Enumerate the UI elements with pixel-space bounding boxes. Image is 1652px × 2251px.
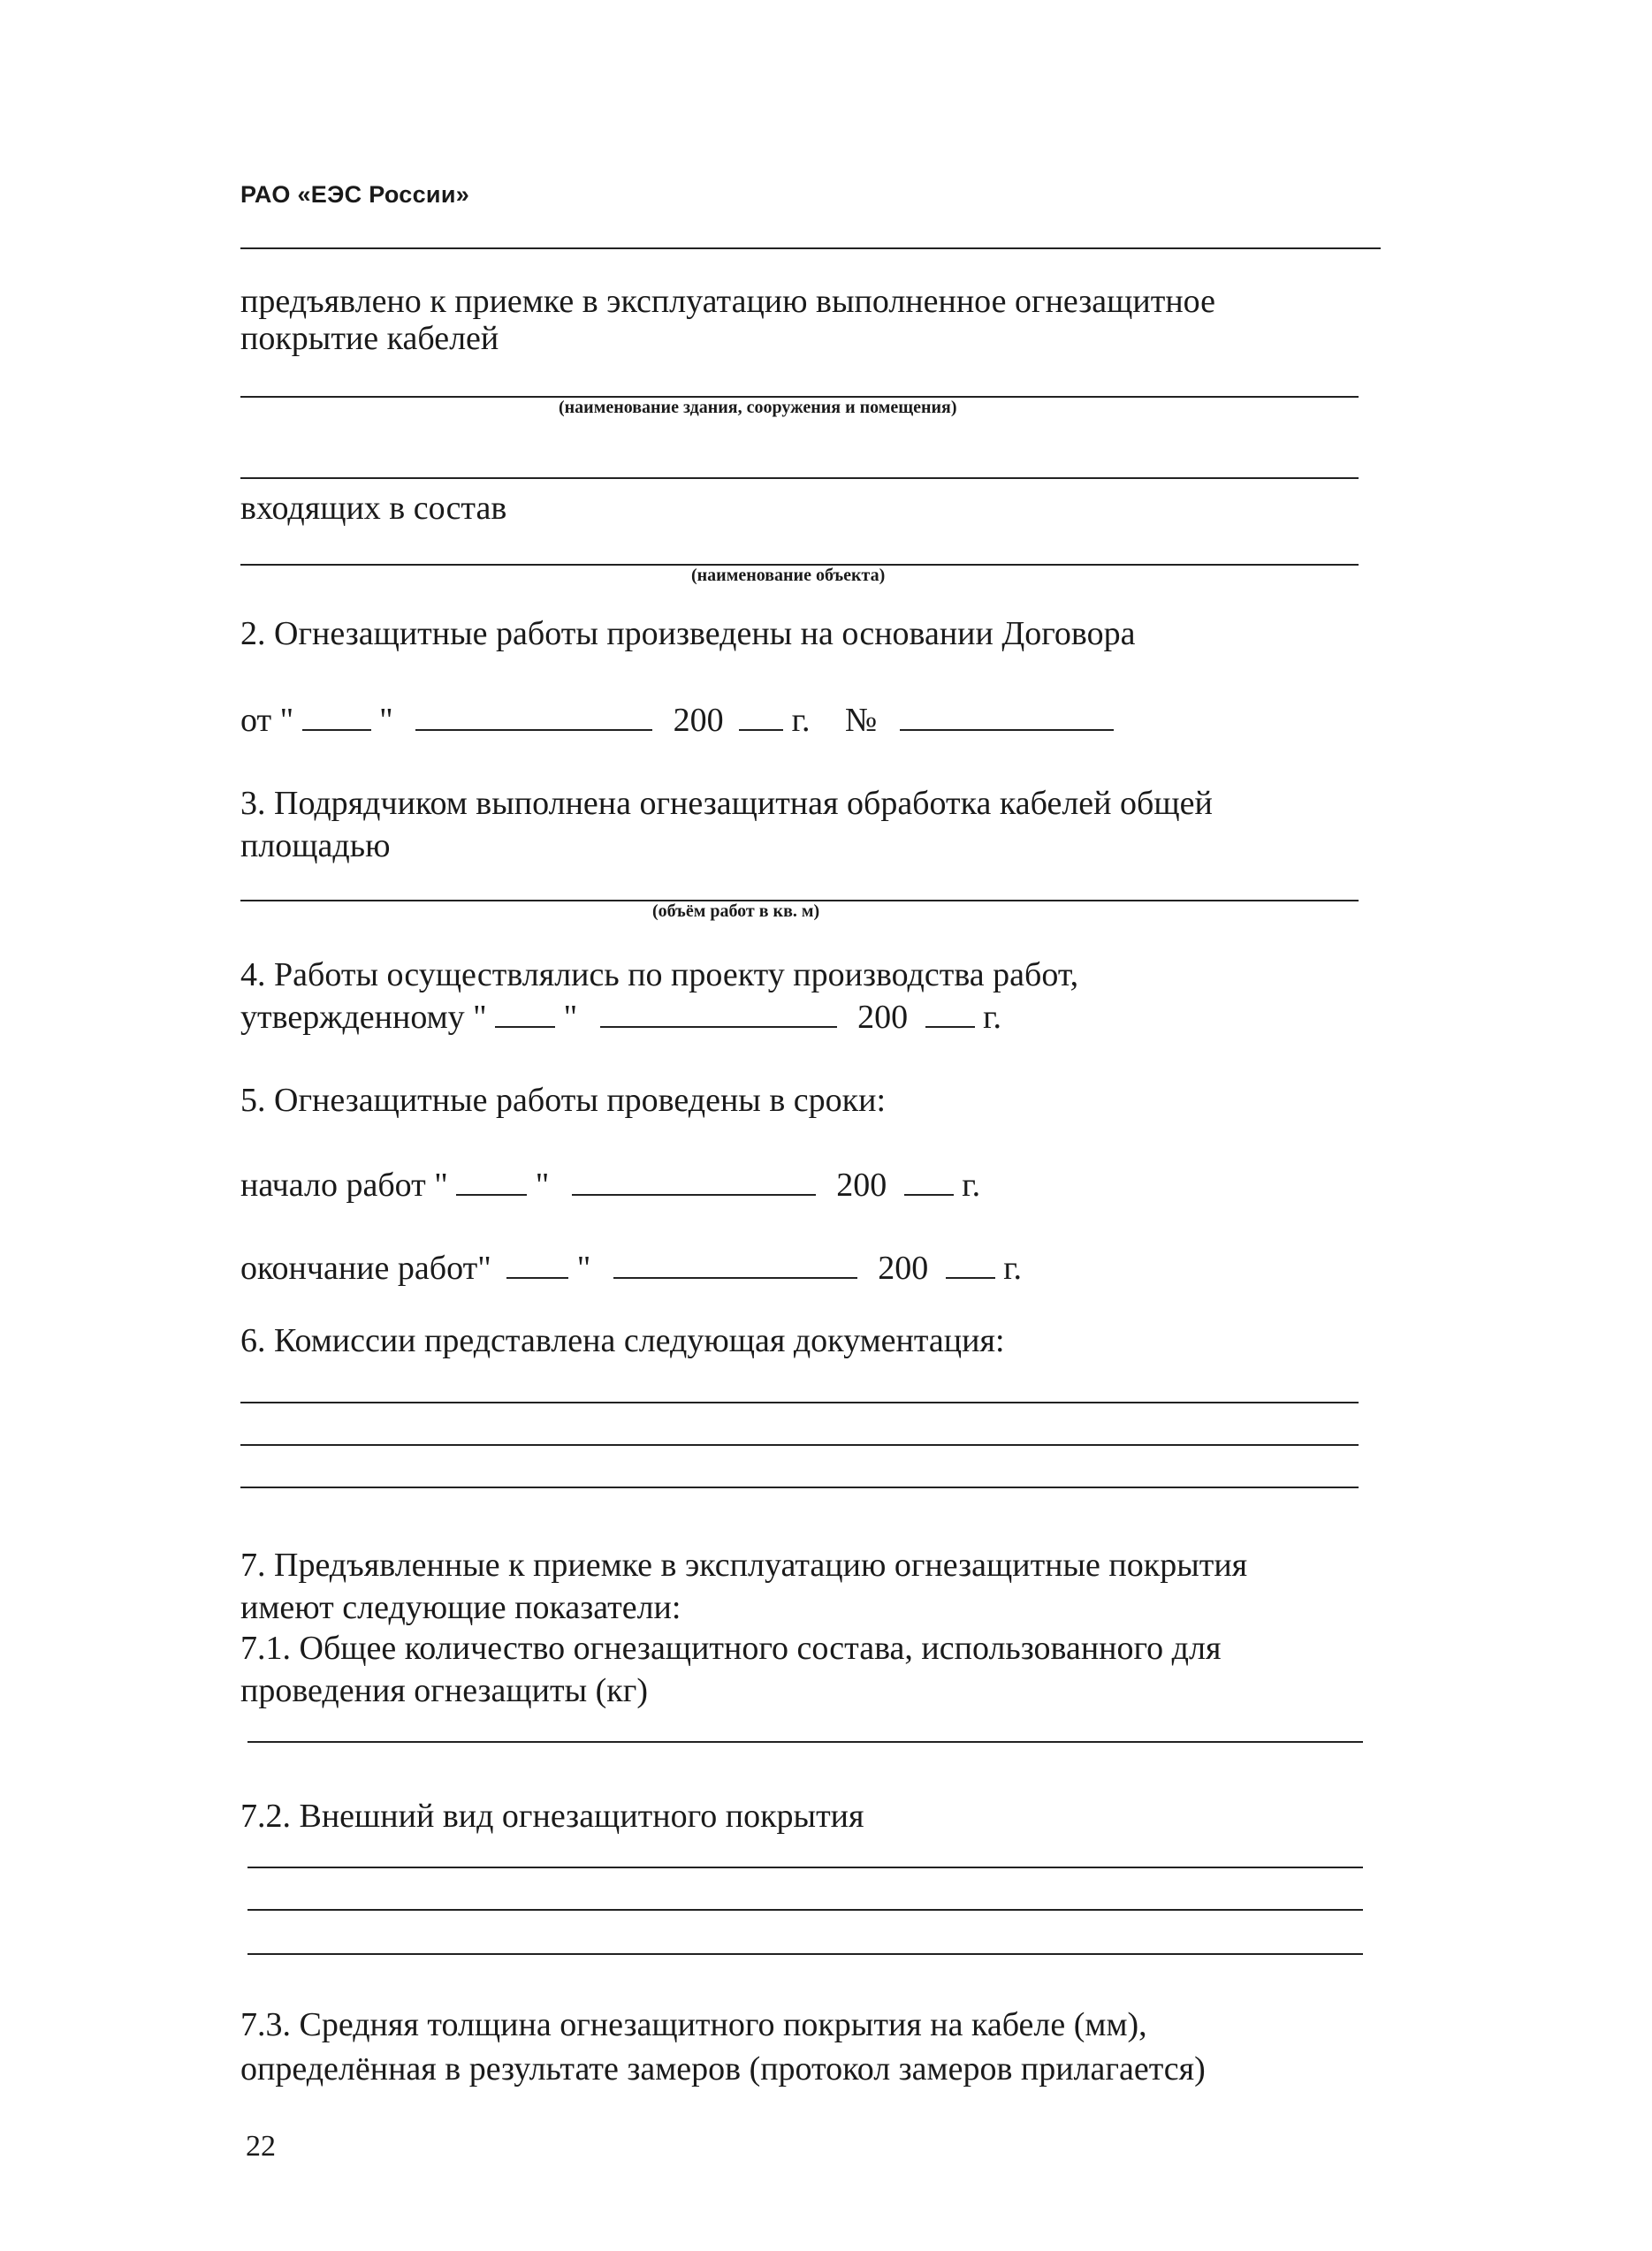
item7-2-text: 7.2. Внешний вид огнезащитного покрытия bbox=[240, 1798, 864, 1835]
item7-1-line-1: 7.1. Общее количество огнезащитного состава, использованного для bbox=[240, 1630, 1222, 1667]
item5-end-day-field[interactable] bbox=[506, 1251, 568, 1279]
header-rule bbox=[240, 247, 1381, 249]
item5-end-line bbox=[240, 1248, 1022, 1289]
item5-end-month-field[interactable] bbox=[613, 1251, 857, 1279]
item5-start-quote: " bbox=[535, 1167, 550, 1204]
item7-line-2: имеют следующие показатели: bbox=[240, 1589, 681, 1626]
item2-number-sign: № bbox=[844, 702, 878, 739]
item2-date-quote: " bbox=[379, 702, 393, 739]
intro-line-1: предъявлено к приемке в эксплуатацию выполненное огнезащитное bbox=[240, 283, 1215, 320]
item5-start-label: начало работ " bbox=[240, 1167, 448, 1204]
appearance-rule-1 bbox=[247, 1867, 1363, 1868]
docs-rule-2 bbox=[240, 1444, 1359, 1446]
item7-3-line-2: определённая в результате замеров (протокол замеров прилагается) bbox=[240, 2050, 1206, 2087]
quantity-rule bbox=[247, 1741, 1363, 1743]
item2-year-field[interactable] bbox=[739, 703, 783, 731]
item4-year-field[interactable] bbox=[925, 1000, 975, 1028]
item5-start-year-field[interactable] bbox=[904, 1167, 954, 1196]
item2-date-line bbox=[240, 700, 1114, 741]
item5-end-label: окончание работ" bbox=[240, 1250, 491, 1287]
item2-year-suffix: г. bbox=[791, 702, 811, 739]
intro-line-2: покрытие кабелей bbox=[240, 320, 499, 357]
item2-date-prefix: от " bbox=[240, 702, 294, 739]
item2-number-field[interactable] bbox=[900, 703, 1114, 731]
item4-prefix: утвержденному " bbox=[240, 999, 487, 1036]
item4-line-1: 4. Работы осуществлялись по проекту производства работ, bbox=[240, 956, 1079, 993]
item3-line-2: площадью bbox=[240, 827, 391, 864]
item5-start-day-field[interactable] bbox=[456, 1167, 527, 1196]
item7-line-1: 7. Предъявленные к приемке в эксплуатацию огнезащитные покрытия bbox=[240, 1547, 1248, 1584]
item5-start-line bbox=[240, 1165, 980, 1205]
item4-line-2 bbox=[240, 997, 1001, 1038]
page-number: 22 bbox=[246, 2130, 276, 2163]
item2-day-field[interactable] bbox=[302, 703, 371, 731]
caption-building: (наименование здания, сооружения и помещения) bbox=[559, 398, 957, 417]
item5-end-year-field[interactable] bbox=[946, 1251, 995, 1279]
item5-end-year-suffix: г. bbox=[1003, 1250, 1023, 1287]
item2-year: 200 bbox=[673, 702, 724, 739]
included-label: входящих в состав bbox=[240, 490, 507, 527]
item4-year: 200 bbox=[857, 999, 909, 1036]
item5-end-year: 200 bbox=[878, 1250, 929, 1287]
item5-end-quote: " bbox=[576, 1250, 591, 1287]
item5-text: 5. Огнезащитные работы проведены в сроки: bbox=[240, 1082, 886, 1119]
item7-1-line-2: проведения огнезащиты (кг) bbox=[240, 1672, 648, 1709]
item4-day-field[interactable] bbox=[495, 1000, 555, 1028]
item2-month-field[interactable] bbox=[415, 703, 652, 731]
appearance-rule-2 bbox=[247, 1909, 1363, 1911]
caption-object: (наименование объекта) bbox=[691, 566, 886, 585]
item5-start-month-field[interactable] bbox=[572, 1167, 816, 1196]
item7-3-line-1: 7.3. Средняя толщина огнезащитного покрытия на кабеле (мм), bbox=[240, 2006, 1147, 2043]
item4-quote: " bbox=[563, 999, 578, 1036]
item4-year-suffix: г. bbox=[983, 999, 1001, 1036]
item5-start-year: 200 bbox=[836, 1167, 887, 1204]
docs-rule-3 bbox=[240, 1487, 1359, 1488]
item6-text: 6. Комиссии представлена следующая документация: bbox=[240, 1322, 1005, 1359]
item2-text: 2. Огнезащитные работы произведены на основании Договора bbox=[240, 615, 1136, 652]
building-rule-2 bbox=[240, 477, 1359, 479]
appearance-rule-3 bbox=[247, 1953, 1363, 1955]
docs-rule-1 bbox=[240, 1402, 1359, 1403]
item3-line-1: 3. Подрядчиком выполнена огнезащитная обработка кабелей общей bbox=[240, 785, 1213, 822]
caption-volume: (объём работ в кв. м) bbox=[652, 901, 820, 921]
item5-start-year-suffix: г. bbox=[962, 1167, 981, 1204]
header-org: РАО «ЕЭС России» bbox=[240, 181, 470, 208]
item4-month-field[interactable] bbox=[600, 1000, 837, 1028]
